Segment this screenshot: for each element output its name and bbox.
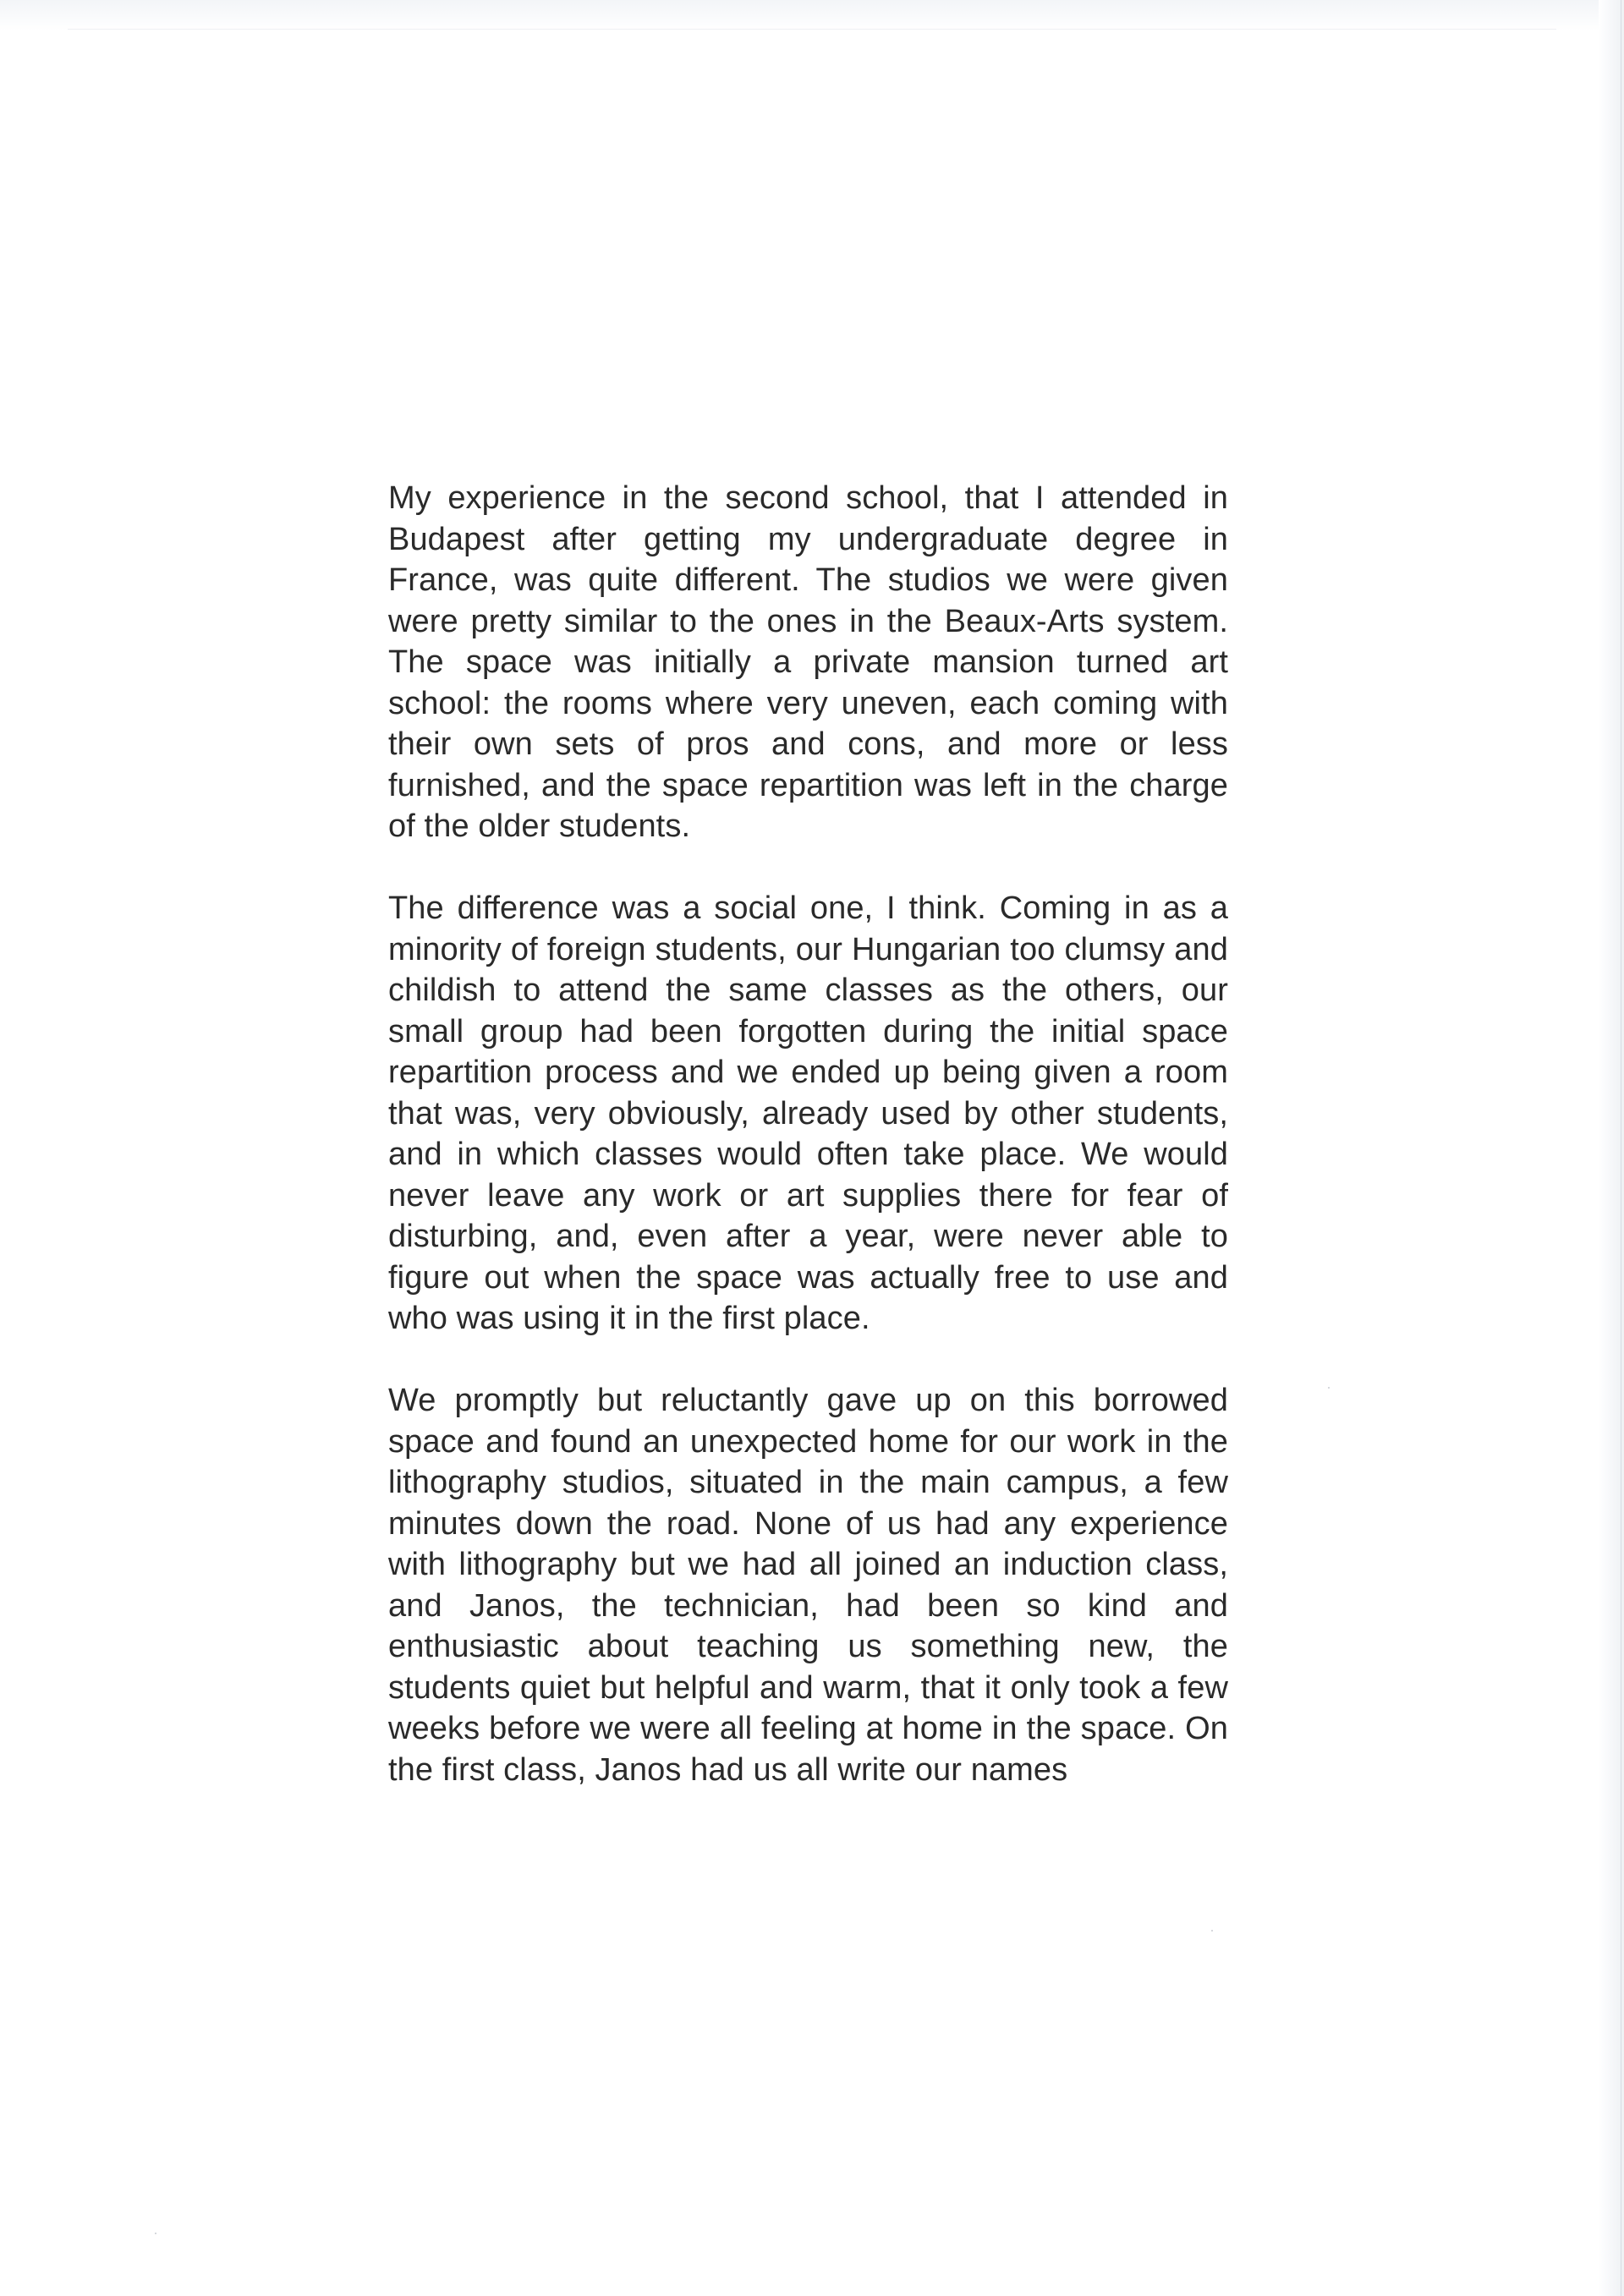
scan-speck [155, 2233, 156, 2234]
scan-speck [1211, 1930, 1213, 1932]
paragraph-2: The difference was a social one, I think. Coming in as a minority of foreign students, our Hungarian too clumsy and childish to attend the same classes as the others, our small group had been forgotten during the initial space repartition process and we ended up being given a room that was, very obviously, already used by other students, and in which classes would often take place. We would never leave any work or art supplies there for fear of disturbing, and, even after a year, were never able to figure out when the space was actually free to use and who was using it in the first place. [388, 890, 1228, 1336]
body-text [388, 478, 1228, 1832]
scan-speck [1328, 1387, 1330, 1389]
scan-right-edge [1599, 0, 1624, 2296]
paragraph-3: We promptly but reluctantly gave up on this borrowed space and found an unexpected home for our work in the lithography studios, situated in the main campus, a few minutes down the road. None of us had any experience with lithography but we had all joined an induction class, and Janos, the technician, had been so kind and enthusiastic about teaching us something new, the students quiet but helpful and warm, that it only took a few weeks before we were all feeling at home in the space. On the first class, Janos had us all write our names [388, 1383, 1228, 1788]
paragraph-1: My experience in the second school, that I attended in Budapest after getting my undergraduate degree in France, was quite different. The studios we were given were pretty similar to the ones in the Beaux-Arts system. The space was initially a private mansion turned art school: the rooms where very uneven, each coming with their own sets of pros and cons, and more or less furnished, and the space repartition was left in the charge of the older students. [388, 480, 1228, 844]
scan-top-edge [0, 0, 1624, 30]
